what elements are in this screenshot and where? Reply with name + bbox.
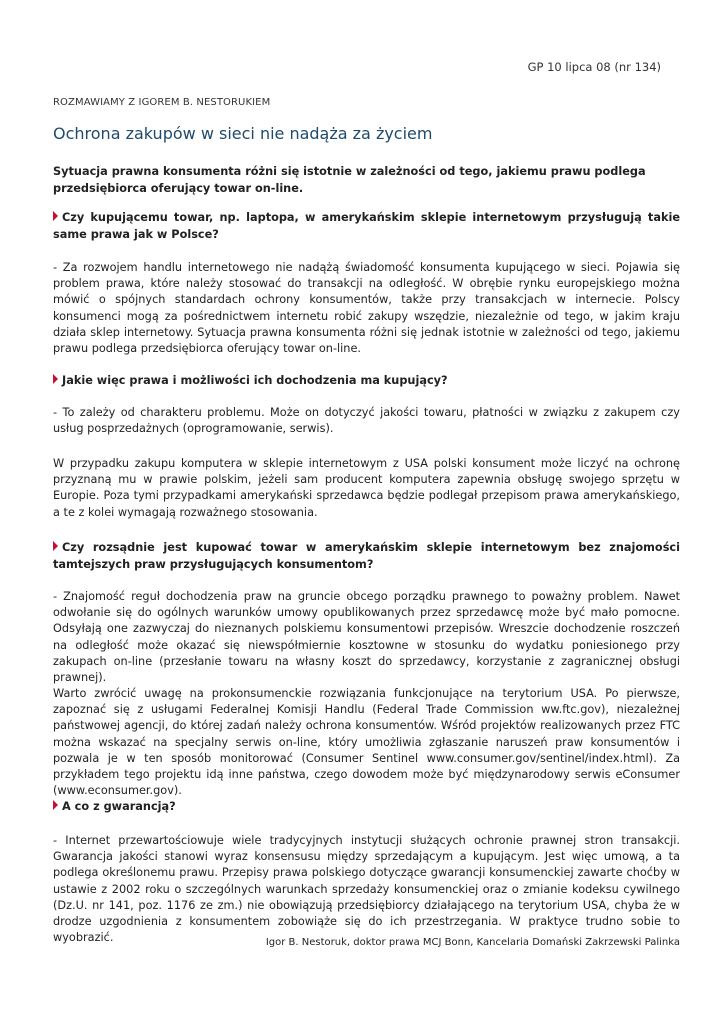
answer-paragraph-4: - Znajomość reguł dochodzenia praw na gruncie obcego porządku prawnego to poważny problem. Nawet odwołanie się do ogólnych warunków umowy opublikowanych przez sprzedawcę może być mało pomocne. Odsyłają one zazwyczaj do nieznanych polskiemu konsumentowi przepisów. Wreszcie dochodzenie roszczeń na odległość może okazać się niewspółmiernie kosztowne w stosunku do wydatku poniesionego przy zakupach on-line (przesłanie towaru na własny koszt do sprzedawcy, korzystanie z zagranicznej obsługi prawnej). [53,590,680,685]
answer-paragraph-2: - To zależy od charakteru problemu. Może on dotyczyć jakości towaru, płatności w związku z zakupem czy usług posprzedażnych (oprogramowanie, serwis). [53,406,680,436]
question-text: Czy rozsądnie jest kupować towar w amerykańskim sklepie internetowym bez znajomości tamtejszych praw przysługujących konsumentom? [53,541,680,571]
answer-paragraph-5: Warto zwrócić uwagę na prokonsumenckie rozwiązania funkcjonujące na terytorium USA. Po pierwsze, zapoznać się z usługami Federalnej Komisji Handlu (Federal Trade Commission ww.ftc.gov), niezależnej państwowej agencji, do której zadań należy ochrona konsumentów. Wśród projektów realizowanych przez FTC można wskazać na specjalny serwis on-line, który umożliwia zgłaszanie naruszeń praw konsumentów i pozwala je w ten sposób monitorować (Consumer Sentinel www.consumer.gov/sentinel/index.html). Za przykładem tego projektu idą inne państwa, czego dowodem może być międzynarodowy serwis eConsumer (www.econsumer.gov). [53,687,680,798]
source-line: GP 10 lipca 08 (nr 134) [527,60,661,74]
interview-kicker: ROZMAWIAMY Z IGOREM B. NESTORUKIEM [53,97,271,108]
question-text: Czy kupującemu towar, np. laptopa, w amerykańskim sklepie internetowym przysługują takie same prawa jak w Polsce? [53,211,680,241]
question-arrow-icon [53,374,58,384]
article-title: Ochrona zakupów w sieci nie nadąża za życiem [53,124,433,143]
answer-paragraph-3: W przypadku zakupu komputera w sklepie internetowym z USA polski konsument może liczyć na ochronę przyznaną mu w prawie polskim, jeżeli sam producent komputera zapewnia obsługę swojego sprzętu w Europie. Poza tymi przypadkami amerykański sprzedawca będzie podlegał przepisom prawa amerykańskiego, a te z kolei wymagają rozważnego stosowania. [53,457,680,519]
question-1 [53,209,680,243]
answer-paragraph-1: - Za rozwojem handlu internetowego nie nadążą świadomość konsumenta kupującego w sieci. Pojawia się problem prawa, które należy stosować do transakcji na odległość. W obrębie rynku europejskiego można mówić o spójnych standardach ochrony konsumentów, także przy transakcjach w internecie. Polscy konsumenci mogą za pośrednictwem internetu robić zakupy wszędzie, niezależnie od tego, w jakim kraju działa sklep internetowy. Sytuacja prawna konsumenta różni się jednak istotnie w zależności od tego, jakiemu prawu podlega przedsiębiorca oferujący towar on-line. [53,261,680,356]
question-text: Jakie więc prawa i możliwości ich dochodzenia ma kupujący? [62,374,448,387]
question-arrow-icon [53,800,58,810]
question-3 [53,539,680,573]
article-lead: Sytuacja prawna konsumenta różni się istotnie w zależności od tego, jakiemu prawu podlega przedsiębiorca oferujący towar on-line. [53,165,646,195]
question-text: A co z gwarancją? [62,800,176,813]
answer-paragraph-6: - Internet przewartościowuje wiele tradycyjnych instytucji służących ochronie prawnej stron transakcji. Gwarancja jakości stanowi wyraz konsensusu między sprzedającym a kupującym. Jest więc umową, a ta podlega określonemu prawu. Przepisy prawa polskiego dotyczące gwarancji konsumenckiej zawarte choćby w ustawie z 2002 roku o szczególnych warunkach sprzedaży konsumenckiej oraz o zmianie kodeksu cywilnego (Dz.U. nr 141, poz. 1176 ze zm.) nie obowiązują przedsiębiorcy działającego na terytorium USA, chyba że w drodze uzgodnienia z konsumentem zobowiąże się do ich przestrzegania. W praktyce trudno sobie to wyobrazić. [53,834,680,945]
author-signature: Igor B. Nestoruk, doktor prawa MCJ Bonn, Kancelaria Domański Zakrzewski Palinka [265,937,680,948]
question-4 [53,798,680,815]
question-arrow-icon [53,211,58,221]
question-2 [53,372,680,389]
question-arrow-icon [53,541,58,551]
